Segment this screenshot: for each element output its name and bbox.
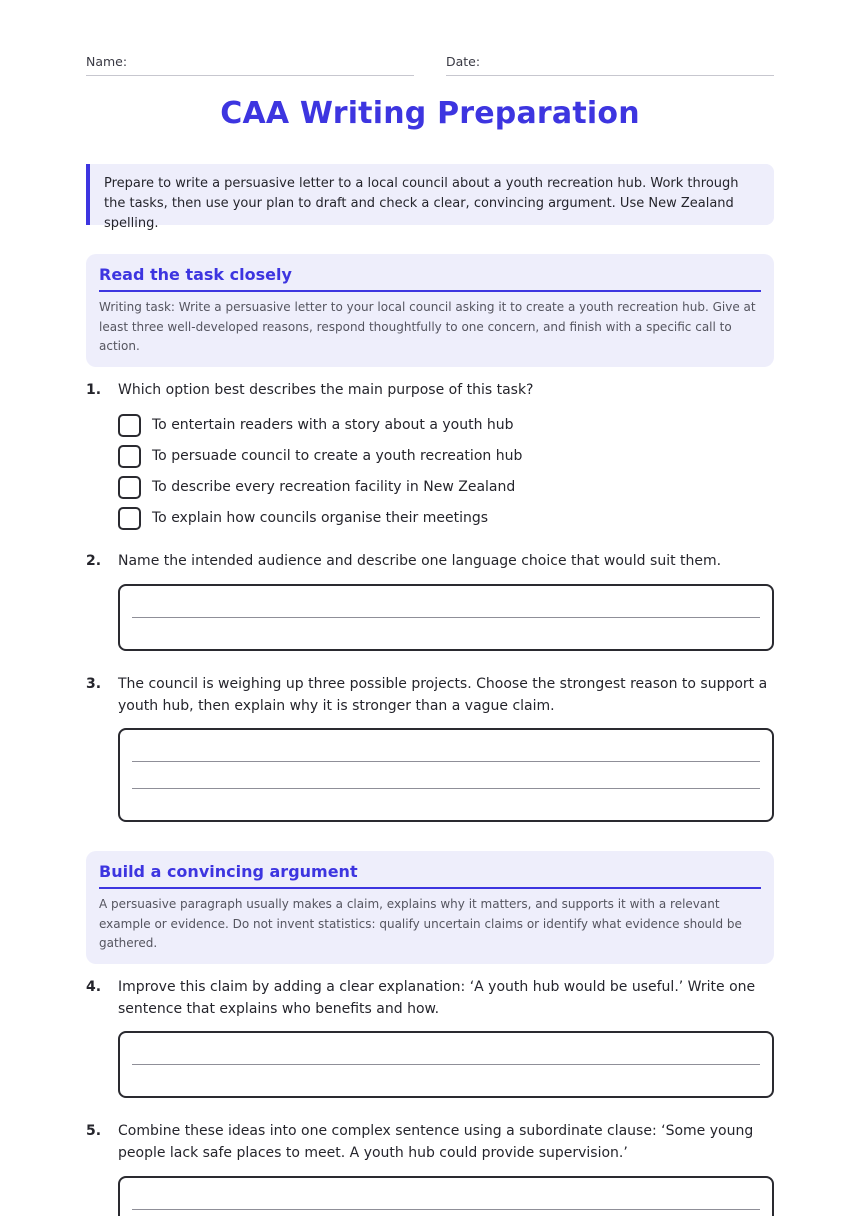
question-number: 3. xyxy=(86,676,102,692)
option-label: To explain how councils organise their meetings xyxy=(152,510,489,526)
intro-box: Prepare to write a persuasive letter to a local council about a youth recreation hub. Work through the tasks, then use your plan to draft and check a clear, convincing argument. Use New Zealand spelling. xyxy=(86,164,774,225)
section-title: Build a convincing argument xyxy=(99,861,761,889)
section-build-argument xyxy=(86,851,774,964)
writing-line xyxy=(132,761,760,762)
question-text: Improve this claim by adding a clear explanation: ‘A youth hub would be useful.’ Write one sentence that explains who benefits and how. xyxy=(118,979,756,1017)
header-fields xyxy=(86,54,774,76)
question-text: Name the intended audience and describe one language choice that would suit them. xyxy=(118,553,722,569)
question-text: Combine these ideas into one complex sentence using a subordinate clause: ‘Some young people lack safe places to meet. A youth hub could provide supervision.’ xyxy=(118,1123,754,1161)
checkbox[interactable] xyxy=(118,414,141,437)
question-1 xyxy=(86,380,774,402)
answer-box-2[interactable] xyxy=(118,584,774,651)
question-3 xyxy=(86,674,774,717)
checkbox[interactable] xyxy=(118,445,141,468)
writing-line xyxy=(132,1209,760,1210)
checkbox[interactable] xyxy=(118,507,141,530)
answer-box-5[interactable] xyxy=(118,1176,774,1216)
question-number: 5. xyxy=(86,1123,102,1139)
question-5 xyxy=(86,1121,774,1164)
section-text: Writing task: Write a persuasive letter to your local council asking it to create a youth recreation hub. Give at least three well-developed reasons, respond thoughtfully to one concern, and finish with a specific call to action. xyxy=(99,300,756,353)
question-number: 1. xyxy=(86,382,102,398)
answer-box-3[interactable] xyxy=(118,728,774,822)
question-number: 2. xyxy=(86,553,102,569)
writing-line xyxy=(132,1064,760,1065)
section-title: Read the task closely xyxy=(99,264,761,292)
name-label: Name: xyxy=(86,54,128,69)
answer-box-4[interactable] xyxy=(118,1031,774,1098)
section-text: A persuasive paragraph usually makes a claim, explains why it matters, and supports it with a relevant example or evidence. Do not invent statistics: qualify uncertain claims or identify what evidence should be gathered. xyxy=(99,897,742,950)
option-label: To entertain readers with a story about a youth hub xyxy=(152,417,514,433)
section-read-task xyxy=(86,254,774,367)
question-text: The council is weighing up three possible projects. Choose the strongest reason to support a youth hub, then explain why it is stronger than a vague claim. xyxy=(118,676,768,714)
option-label: To persuade council to create a youth recreation hub xyxy=(152,448,523,464)
question-number: 4. xyxy=(86,979,102,995)
page-title: CAA Writing Preparation xyxy=(220,96,640,131)
writing-line xyxy=(132,788,760,789)
writing-line xyxy=(132,617,760,618)
option-label: To describe every recreation facility in New Zealand xyxy=(152,479,516,495)
question-4 xyxy=(86,977,774,1020)
date-label: Date: xyxy=(446,54,481,69)
question-text: Which option best describes the main purpose of this task? xyxy=(118,382,534,398)
date-field[interactable] xyxy=(446,54,774,76)
checkbox[interactable] xyxy=(118,476,141,499)
question-2 xyxy=(86,551,774,573)
name-field[interactable] xyxy=(86,54,414,76)
